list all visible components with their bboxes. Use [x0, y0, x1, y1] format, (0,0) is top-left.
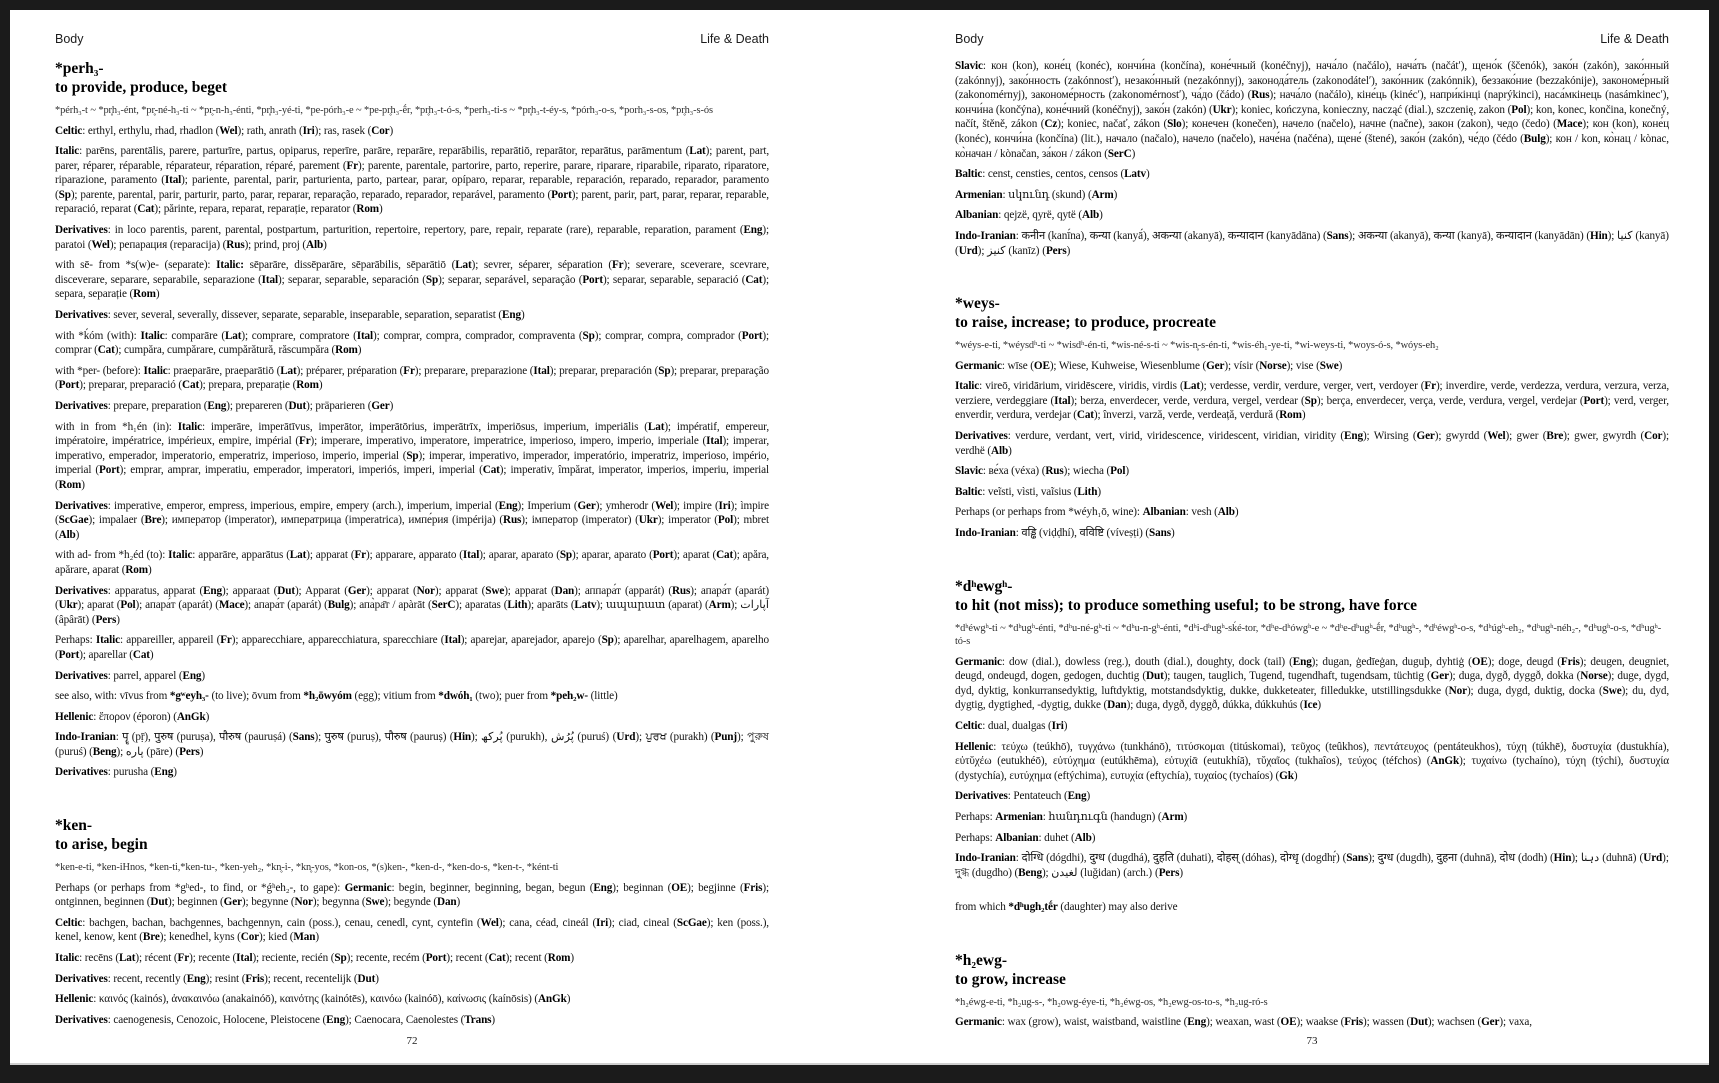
root-gloss: to provide, produce, beget [55, 79, 228, 96]
entry-paragraph: Perhaps: Albanian: duhet (Alb) [955, 831, 1096, 844]
entry-paragraph: Italic: recēns (Lat); récent (Fr); recente (Ital); reciente, recién (Sp); recente, recém (Port); recent (Cat); recent (Rom) [55, 951, 574, 964]
root-form: *h₂ewg- [955, 951, 1008, 969]
left-page-header [55, 32, 769, 46]
entry-paragraph: Perhaps (or perhaps from *wéyh₁ō, wine): Albanian: vesh (Alb) [955, 506, 1239, 519]
entry-paragraph: Albanian: qejzë, qyrë, qytë (Alb) [955, 209, 1103, 222]
page-number-left: 72 [406, 1035, 418, 1047]
entry-paragraph: Derivatives: recent, recently (Eng); resint (Fris); recent, recentelijk (Dut) [55, 972, 379, 985]
entry-paragraph: Baltic: veĩsti, vìsti, vaĩsius (Lith) [955, 485, 1101, 498]
left-page-blocks [55, 59, 769, 1027]
right-page-header [955, 32, 1669, 46]
right-page [955, 32, 1669, 1030]
entry-paragraph: Slavic: кон (kon), коне́ц (konéc), кончи́на (končína), коне́чный (konéčnyj), нача́ло (načálo), нача́ть (načátʹ), щено́к (ščenók), зако́н (zakón), зако́нный (zakónnyj), зако́нность (zakónnostʹ), незако́нный (nezakónnyj), законода́тель (zakonodátelʹ), зако́нник (zakónnik), беззако́ние (bezzakónije), закономе́рный (zakonomérnyj), закономе́рность (zakonomérnostʹ), ча́до (čádo) (Rus); нача́ло (načálo), кіне́ць (kinécʹ), напри́кінці (naprýkinci), наса́мкінець (nasámkinecʹ), кончи́на (končýna), коне́чний (konéčnyj), зако́н (zakón) (Ukr); koniec, kończyna, konieczny, nacząć (dial.), szczenię, zakon (Pol); kon, konec, končina, konečný, načít, štěně, zákon (Cz); koniec, načať, zákon (Slo); конечен (konečen), начело (načelo), начне (načne), закон (zakon), чедо (čedo) (Mace); кон (kon), коне́ц (konéc), кончи́на (končína) (lit.), начало (načalo), начело (načelo), наче́на (načéna), щене́ (štené), зако́н (zakón), че́до (čédo (Bulg); кон / kon, ко̀нац / kònac, ко̀начан / kònačan, за́кон / zákon (SerC) [955, 60, 1669, 160]
entry-paragraph: Perhaps (or perhaps from *gʰed-, to find, or *ǵʰeh₂-, to gape): Germanic: begin, beginner, beginning, began, begun (Eng); beginnan (OE); begjinne (Fris); ontginnen, beginnen (Dut); beginnen (Ger); begynne (Nor); begynna (Swe); begynde (Dan) [55, 881, 769, 909]
entry-paragraph: Celtic: dual, dualgas (Iri) [955, 719, 1068, 732]
running-head-chapter: Life & Death [1600, 32, 1669, 46]
entry-paragraph: Italic: parēns, parentālis, parere, parturīre, partus, opiparus, reperīre, parāre, reparāre, reparābilis, reparātiō, reparātor, reparātus, parāmentum (Lat); parent, part, parer, réparer, réparable, réparateur, réparation, réparé, parement (Fr); parente, parentale, partorire, parto, reperire, parare, riparare, riparabile, riparato, riparatore, riparazione, paramento (Ital); pariente, parental, parir, parturienta, parto, partear, parar, opíparo, reparar, reparable, reparación, reparado, reparador, paramento (Sp); parente, parental, parir, parturir, parto, parar, reparar, reparação, reparado, reparador, reparável, paramento (Port); parent, parir, part, parar, reparar, reparable, reparació, reparat (Cat); părinte, repara, reparat, reparație, reparator (Rom) [55, 145, 769, 216]
reconstructed-forms: *dʰéwgʰ-ti ~ *dʰugʰ-énti, *dʰu-né-gʰ-ti ~ *dʰu-n-gʰ-énti, *dʰi-dʰugʰ-sḱé-tor, *dʰe-dʰówgʰ-e ~ *dʰe-dʰugʰ-ḗr, *dʰugʰ-, *dʰéwgʰ-o-s, *dʰúgʰ-eh₂, *dʰugʰ-néh₂-, *dʰugʰ-o-s, *dʰugʰ-tó-s [955, 622, 1662, 648]
left-page [55, 32, 769, 1027]
root-gloss: to raise, increase; to produce, procreate [955, 314, 1216, 332]
entry-paragraph: Indo-Iranian: कनीन (kanī́na), कन्या (kanyā́), अकन्या (akanyā), कन्यादान (kanyādāna) (Sans); अकन्या (akanyā), कन्या (kanyā), कन्यादान (kanyādān) (Hin); کنیا (kanyā) (Urd); کنیز (kanīz) (Pers) [955, 229, 1669, 257]
entry-paragraph: Derivatives: parrel, apparel (Eng) [55, 669, 206, 682]
entry-paragraph: Germanic: wax (grow), waist, waistband, waistline (Eng); weaxan, wast (OE); waakse (Fris); wassen (Dut); wachsen (Ger); vaxa, [955, 1016, 1532, 1029]
running-head-chapter: Life & Death [700, 32, 769, 46]
entry-paragraph: Derivatives: sever, several, severally, dissever, separate, separable, inseparable, separation, separatist (Eng) [55, 309, 525, 322]
entry-paragraph: with ad- from *h₂éd (to): Italic: apparāre, apparātus (Lat); apparat (Fr); apparare, apparato (Ital); aparar, aparato (Sp); aparar, aparato (Port); aparat (Cat); apăra, apărare, aparat (Rom) [55, 549, 769, 576]
entry-paragraph: Perhaps: Italic: appareiller, appareil (Fr); apparecchiare, apparecchiatura, sparecchiare (Ital); aparejar, aparejador, aparejo (Sp); aparelhar, aparelhagem, aparelho (Port); aparellar (Cat) [55, 634, 769, 661]
running-head-section: Body [955, 32, 984, 46]
entry-paragraph: Germanic: wīse (OE); Wiese, Kuhweise, Wiesenblume (Ger); vísir (Norse); vise (Swe) [955, 359, 1343, 372]
book-spread [10, 10, 1709, 1065]
entry-paragraph: with *ḱóm (with): Italic: comparāre (Lat); comprare, compratore (Ital); comprar, compra, comprador, compraventa (Sp); comprar, compra, comprador (Port); comprar (Cat); cumpăra, cumpărare, cumpărătură, răscumpăra (Rom) [55, 329, 769, 357]
root-form: *perh₃- [55, 60, 104, 77]
entry-section-title [955, 951, 1669, 989]
entry-paragraph: Derivatives: imperative, emperor, empress, imperious, empire, empery (arch.), imperium, imperial (Eng); Imperium (Ger); ymherodr (Wel); impire (Iri); ìmpire (ScGae); impalaer (Bre); император (imperator), императрица (imperatrica), импе́рия (impérija) (Rus); імператор (imperator) (Ukr); imperator (Pol); mbret (Alb) [55, 499, 769, 541]
entry-paragraph: Derivatives: apparatus, apparat (Eng); apparaat (Dut); Apparat (Ger); apparat (Nor); apparat (Swe); apparat (Dan); аппара́т (apparát) (Rus); апара́т (aparát) (Ukr); aparat (Pol); апара́т (aparát) (Mace); апара́т (aparát) (Bulg); апа̀ра̄т / apàrāt (SerC); aparatas (Lith); aparāts (Latv); ապարատ (aparat) (Arm); آپارات (âpârāt) (Pers) [55, 584, 769, 626]
entry-paragraph: Indo-Iranian: वड्ढि (viḍḍhí), वविष्टि (víveṣṭi) (Sans) [955, 526, 1175, 539]
note-line: from which *dʰugh₂tḗr (daughter) may also derive [955, 901, 1178, 914]
reconstructed-forms: *pérh₃-t ~ *pr̥h₃-ént, *pr̥-né-h₃-ti ~ *pr̥-n-h₃-énti, *pr̥h₃-yé-ti, *pe-pórh₃-e ~ *pe-pr̥h₃-ḗr, *pr̥h₃-t-ó-s, *perh₃-ti-s ~ *pr̥h₃-t-éy-s, *pórh₃-o-s, *porh₃-s-os, *pr̥h₃-s-ós [55, 105, 713, 116]
entry-paragraph: Derivatives: Pentateuch (Eng) [955, 790, 1091, 803]
root-form: *dʰewgʰ- [955, 577, 1013, 595]
entry-paragraph: Hellenic: καινός (kainós), ἀνακαινόω (anakainóō), καινότης (kainótēs), καινόω (kainóō), καίνωσις (kaínōsis) (AnGk) [55, 993, 571, 1006]
entry-paragraph: Indo-Iranian: दोग्धि (dógdhi), दुग्ध (dugdhá), दुहति (duhati), दोहस् (dóhas), दोग्धृ (dogdhṛ́) (Sans); दुग्ध (dugdh), दुहना (duhnā), दोध (dodh) (Hin); دہنا (duhnā) (Urd); দুগ্ধ (dugdho) (Beng); لغیدن (luğidan) (arch.) (Pers) [955, 852, 1669, 879]
entry-section-title [955, 577, 1669, 615]
root-form: *ken- [55, 817, 93, 835]
entry-paragraph: Italic: vireō, viridārium, viridēscere, viridis, virdis (Lat); verdesse, verdir, verdure, verger, vert, verdoyer (Fr); inverdire, verde, verdezza, verdura, verzura, verza, verziere, verdeggiare (Ital); berza, enverdecer, verde, verdura, vergel, verdear (Sp); berça, enverdecer, verça, verde, verdura, vergel, verdejar (Port); verd, verger, enverdir, verdura, verdejar (Cat); înverzi, varză, verde, verdeață, verdură (Rom) [955, 380, 1669, 422]
entry-paragraph: with sē- from *s(w)e- (separate): Italic: sēparāre, dissēparāre, sēparābilis, sēparātiō (Lat); sevrer, séparer, séparation (Fr); severare, sceverare, scevrare, disceverare, separare, separabile, separazione (Ital); separar, separable, separación (Sp); separar, separável, separação (Port); separar, separable, separació (Cat); separa, separație (Rom) [55, 259, 770, 301]
root-gloss: to arise, begin [55, 836, 148, 854]
reconstructed-forms: *ken-e-ti, *ken-iHnos, *ken-ti,*ken-tu-, *ken-yeh₂, *kn̥-i-, *kn̥-yos, *kon-os, *(s)ken-, *ken-d-, *ken-do-s, *ken-t-, *ként-ti [55, 862, 559, 874]
root-gloss: to grow, increase [955, 970, 1066, 988]
entry-paragraph: see also, with: vīvus from *gʷeyh₃- (to live); ōvum from *h₂ōwyóm (egg); vitium from *dwóh₁ (two); puer from *peh₂w- (little) [55, 690, 618, 703]
entry-paragraph: with *per- (before): Italic: praeparāre, praeparātiō (Lat); préparer, préparation (Fr); preparare, preparazione (Ital); preparar, preparación (Sp); preparar, preparação (Port); preparar, preparació (Cat); prepara, preparație (Rom) [55, 364, 769, 392]
reconstructed-forms: *wéys-e-ti, *wéysdʰ-ti ~ *wisdʰ-én-ti, *wis-né-s-ti ~ *wis-n̥-s-én-ti, *wis-éh₁-ye-ti, *wi-weys-ti, *woys-ó-s, *wóys-eh₂ [955, 340, 1439, 352]
entry-paragraph: Derivatives: verdure, verdant, vert, virid, viridescence, viridescent, viridian, viridity (Eng); Wirsing (Ger); gwyrdd (Wel); gwer (Bre); gwer, gwyrdh (Cor); verdhë (Alb) [955, 430, 1670, 457]
entry-paragraph: Celtic: erthyl, erthylu, rhad, rhadlon (Wel); rath, anrath (Iri); ras, rasek (Cor) [55, 124, 394, 137]
entry-paragraph: Hellenic: τεύχω (teúkhō), τυγχάνω (tunkhánō), τιτύσκομαι (titúskomai), τεῦχος (teûkhos), πεντάτευχος (pentáteukhos), τύχη (túkhē), δυστυχία (dustukhía), εὐτῠχέω (eutukhéō), εὐτύχημα (eutúkhēma), εὐτυχίᾱ (eutukhíā), τῠχαῖος (tukhaîos), τεύχος (téfchos) (AnGk); τυχαίνω (tychaíno), τύχη (týchi), δυστυχία (dystychía), ευτύχημα (eftýchima), ευτυχία (eftychía), τυχαίος (tychaíos) (Gk) [955, 740, 1670, 782]
entry-paragraph: Celtic: bachgen, bachan, bachgennes, bachgennyn, cain (poss.), cenau, cenedl, cynt, cyntefin (Wel); cana, céad, cineál (Iri); ciad, cineal (ScGae); ken (poss.), kenel, kenow, kent (Bre); kenedhel, kyns (Cor); kied (Man) [55, 916, 769, 944]
entry-paragraph: Slavic: ве́ха (véxa) (Rus); wiecha (Pol) [955, 465, 1129, 478]
entry-section-title [55, 59, 769, 97]
root-form: *weys- [955, 295, 1000, 313]
entry-paragraph: Baltic: censt, censties, centos, censos (Latv) [955, 168, 1150, 181]
entry-paragraph: Derivatives: purusha (Eng) [55, 766, 177, 779]
right-page-blocks [955, 59, 1669, 1030]
entry-paragraph: Derivatives: caenogenesis, Cenozoic, Holocene, Pleistocene (Eng); Caenocara, Caenolestes (Trans) [55, 1013, 496, 1026]
root-gloss: to hit (not miss); to produce something useful; to be strong, have force [955, 596, 1417, 614]
reconstructed-forms: *h₂éwg-e-ti, *h₂ug-s-, *h₂owg-éye-ti, *h₂éwg-os, *h₂ewg-os-to-s, *h₂ug-ró-s [955, 996, 1268, 1008]
entry-paragraph: Armenian: սկունդ (skund) (Arm) [955, 188, 1118, 201]
entry-paragraph: Derivatives: prepare, preparation (Eng); prepareren (Dut); präparieren (Ger) [55, 400, 394, 412]
entry-paragraph: Perhaps: Armenian: հանդուգն (handugn) (Arm) [955, 810, 1188, 823]
page-number-right: 73 [1306, 1035, 1318, 1047]
entry-paragraph: Germanic: dow (dial.), dowless (reg.), douth (dial.), doughty, dock (tail) (Eng); dugan, ġedīeġan, duguþ, dyhtiġ (OE); doge, deugd (Fris); deugen, deugniet, deugd, ondeugd, dogen, gedogen, duchtig (Dut); taugen, tauglich, Tugend, tugendhaft, tugendsam, tüchtig (Ger); duga, dygð, dyggð, dokka (Norse); duge, dygd, dyd, dyktig, konkurransedyktig, luftdyktig, motstandsdyktig, dukke, dukketeater, filledukke, utstillingsdukke (Nor); duga, dygd, duktig, docka (Swe); du, dyd, dygtig, dygtighed, -dygtig, dukke (Dan); duga, dygð, dyggð, dúkka, dúkkuhús (Ice) [955, 655, 1670, 712]
running-head-section: Body [55, 32, 84, 46]
entry-section-title [55, 816, 769, 854]
entry-paragraph: Hellenic: ἔπορον (époron) (AnGk) [55, 710, 210, 723]
entry-paragraph: Derivatives: in loco parentis, parent, parental, postpartum, parturition, repertoire, repertory, pare, repair, reparate (rare), reparable, reparation, parament (Eng); paratoi (Wel); репарация (reparacija) (Rus); prind, proj (Alb) [55, 224, 769, 251]
entry-paragraph: with in from *h₁én (in): Italic: imperāre, imperātīvus, imperātor, imperātōrius, imperātrīx, imperiōsus, imperium, imperiālis (Lat); impératif, empereur, impératoire, impératrice, impérieux, empire, impérial (Fr); imperare, imperativo, imperatore, imperatrice, imperioso, impero, imperio, imperiale (Ital); imperar, imperativo, emperador, imperatorio, emperatriz, imperioso, imperio, imperial (Sp); imperar, imperativo, imperador, imperatório, imperatriz, imperioso, império, imperial (Port); emprar, amprar, imperatiu, emperador, imperatori, imperiós, imperi, imperial (Cat); imperativ, împărat, imperator, imperios, imperiu, imperial (Rom) [55, 420, 770, 491]
entry-section-title [955, 294, 1669, 332]
entry-paragraph: Indo-Iranian: पॄ (pṝ), पुरुष (puruṣa), पौरुष (pauruṣá) (Sans); पुरुष (puruṣ), पौरुष (pauruṣ) (Hin); پُرکھ (purukh), پُرُش (puruś) (Urd); ਪੁਰਖ (purakh) (Punj); পুরুষ (puruś) (Beng); پاره (pāre) (Pers) [55, 731, 769, 758]
